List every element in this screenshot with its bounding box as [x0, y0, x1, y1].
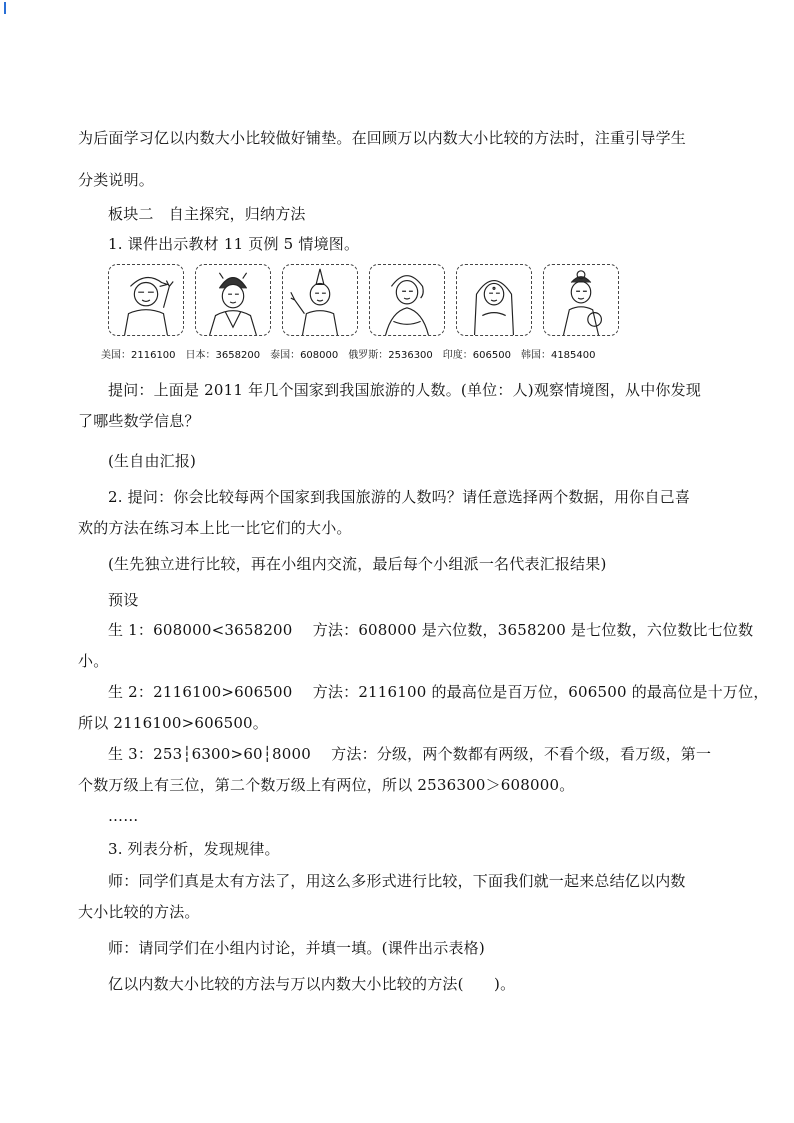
- step-2: 2. 提问：你会比较每两个国家到我国旅游的人数吗？请任意选择两个数据，用你自己喜: [108, 488, 691, 506]
- japanese-woman-illustration: [195, 264, 271, 336]
- russian-girl-illustration: [369, 264, 445, 336]
- korean-girl-illustration: [543, 264, 619, 336]
- student-2-answer: 所以 2116100>606500。: [78, 714, 269, 732]
- fill-blank-line: 亿以内数大小比较的方法与万以内数大小比较的方法( )。: [108, 975, 516, 993]
- student-1-answer: 生 1：608000<3658200 方法：608000 是六位数，3658200 是七位数，六位数比七位数: [108, 621, 754, 639]
- question-line: 了哪些数学信息？: [78, 412, 200, 430]
- tourist-figures: [108, 264, 618, 338]
- paragraph-line: 为后面学习亿以内数大小比较做好铺垫。在回顾万以内数大小比较的方法时，注重引导学生: [78, 129, 687, 147]
- student-2-answer: 生 2：2116100>606500 方法：2116100 的最高位是百万位，606500 的最高位是十万位，: [108, 683, 769, 701]
- step-2: 欢的方法在练习本上比一比它们的大小。: [78, 519, 352, 537]
- tourist-count-caption: 美国：2116100 日本：3658200 泰国：608000 俄罗斯：2536300 印度：606500 韩国：4185400: [101, 350, 596, 361]
- group-note: (生先独立进行比较，再在小组内交流，最后每个小组派一名代表汇报结果): [108, 555, 607, 573]
- teacher-line: 大小比较的方法。: [78, 903, 200, 921]
- student-3-answer: 生 3：253┆6300>60┆8000 方法：分级，两个数都有两级，不看个级，看万级，第一: [108, 745, 712, 763]
- preset-label: 预设: [108, 591, 139, 609]
- gutter-mark: [4, 2, 6, 14]
- teacher-line: 师：同学们真是太有方法了，用这么多形式进行比较，下面我们就一起来总结亿以内数: [108, 872, 686, 890]
- ellipsis: ……: [108, 807, 139, 825]
- student-report: (生自由汇报): [108, 452, 197, 470]
- step-1: 1. 课件出示教材 11 页例 5 情境图。: [108, 235, 360, 253]
- step-3: 3. 列表分析，发现规律。: [108, 840, 280, 858]
- teacher-line: 师：请同学们在小组内讨论，并填一填。(课件出示表格): [108, 939, 485, 957]
- thai-dancer-illustration: [282, 264, 358, 336]
- section-title: 板块二 自主探究，归纳方法: [108, 205, 306, 223]
- indian-woman-illustration: [456, 264, 532, 336]
- student-1-answer: 小。: [78, 652, 109, 670]
- american-boy-illustration: [108, 264, 184, 336]
- paragraph-line: 分类说明。: [78, 171, 155, 189]
- student-3-answer: 个数万级上有三位，第二个数万级上有两位，所以 2536300＞608000。: [78, 776, 575, 794]
- question-line: 提问：上面是 2011 年几个国家到我国旅游的人数。(单位：人)观察情境图，从中你发现: [108, 381, 702, 399]
